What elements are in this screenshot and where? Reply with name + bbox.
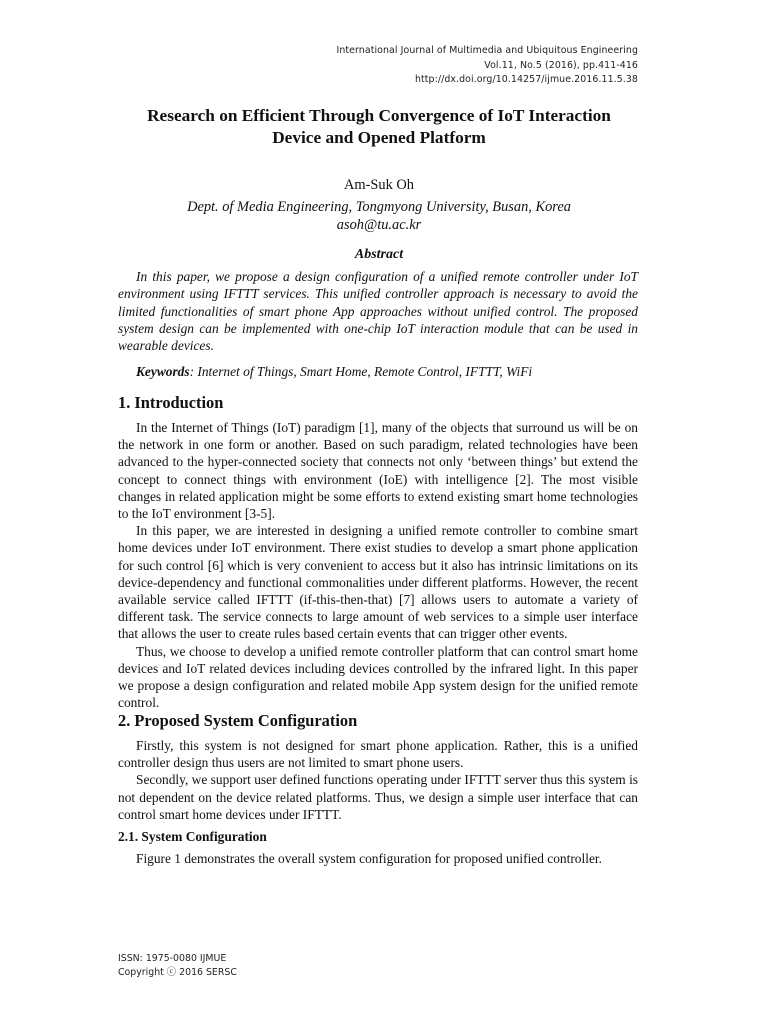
author-name: Am-Suk Oh xyxy=(344,177,414,193)
introduction-paragraph: In the Internet of Things (IoT) paradigm [1], many of the objects that surround us will be on the network in one form or another. Based on such paradigm, related technologies have been advanced to the hyper-connected society that connects not only ‘between things’ but extend the concept to connect things with environment (IoE) with intelligence [2]. The most visible changes in related application might be some efforts to extend existing smart home technologies to the IoT environment [3-5]. xyxy=(118,420,638,522)
paper-title-line-1: Research on Efficient Through Convergence of IoT Interaction xyxy=(147,106,611,125)
journal-name: International Journal of Multimedia and Ubiquitous Engineering xyxy=(336,45,638,56)
paper-title-line-2: Device and Opened Platform xyxy=(272,128,486,147)
proposed-system-paragraph: Secondly, we support user defined functions operating under IFTTT server thus this system is not dependent on the device related platforms. Thus, we design a simple user interface that can control smart home devices under IFTTT. xyxy=(118,772,638,822)
introduction-paragraph: In this paper, we are interested in designing a unified remote controller to combine smart home devices under IoT environment. There exist studies to develop a smart phone application for such control [6] which is very convenient to access but it also has intrinsic limitations on its device-dependency and functional commonalities under different platforms. However, the recent available service called IFTTT (if-this-then-that) [7] allows users to automate a variety of different task. The service connects to large amount of web services to a simple user interface that allows the user to create rules based certain events that can trigger other events. xyxy=(118,523,638,642)
keywords-label: Keywords xyxy=(136,364,190,379)
author-email[interactable]: asoh@tu.ac.kr xyxy=(336,217,422,233)
page-footer xyxy=(118,952,237,979)
footer-issn: ISSN: 1975-0080 IJMUE xyxy=(118,953,227,964)
subsection-heading-system-configuration: 2.1. System Configuration xyxy=(118,829,267,844)
system-configuration-paragraph: Figure 1 demonstrates the overall system configuration for proposed unified controller. xyxy=(136,851,602,866)
section-heading-proposed-system: 2. Proposed System Configuration xyxy=(118,711,358,730)
system-configuration-body xyxy=(118,850,638,867)
footer-copyright: Copyright ⓒ 2016 SERSC xyxy=(118,966,237,978)
author-affiliation xyxy=(118,198,640,234)
doi-link[interactable]: http://dx.doi.org/10.14257/ijmue.2016.11.5.38 xyxy=(414,74,638,85)
keywords-list: : Internet of Things, Smart Home, Remote Control, IFTTT, WiFi xyxy=(189,364,533,379)
abstract-text: In this paper, we propose a design configuration of a unified remote controller under IoT environment using IFTTT services. This unified controller approach is necessary to avoid the limited functionalities of smart phone App approaches without unified control. The proposed system design can be implemented with one-chip IoT interaction module that can be used in wearable devices. xyxy=(118,269,638,354)
proposed-system-body xyxy=(118,737,638,823)
paper-title xyxy=(118,105,640,149)
proposed-system-paragraph: Firstly, this system is not designed for smart phone application. Rather, this is a unified controller design thus users are not limited to smart phone users. xyxy=(118,738,638,771)
introduction-paragraph: Thus, we choose to develop a unified remote controller platform that can control smart home devices and IoT related devices including devices controlled by the infrared light. In this paper we propose a design configuration and related mobile App system design for the unified remote control. xyxy=(118,643,638,711)
keywords-line xyxy=(136,363,638,380)
journal-header xyxy=(336,44,638,88)
abstract-heading: Abstract xyxy=(354,247,404,262)
journal-volume: Vol.11, No.5 (2016), pp.411-416 xyxy=(484,59,638,71)
section-heading-introduction: 1. Introduction xyxy=(118,393,224,412)
introduction-body xyxy=(118,419,638,711)
affiliation-text: Dept. of Media Engineering, Tongmyong University, Busan, Korea xyxy=(187,199,571,215)
